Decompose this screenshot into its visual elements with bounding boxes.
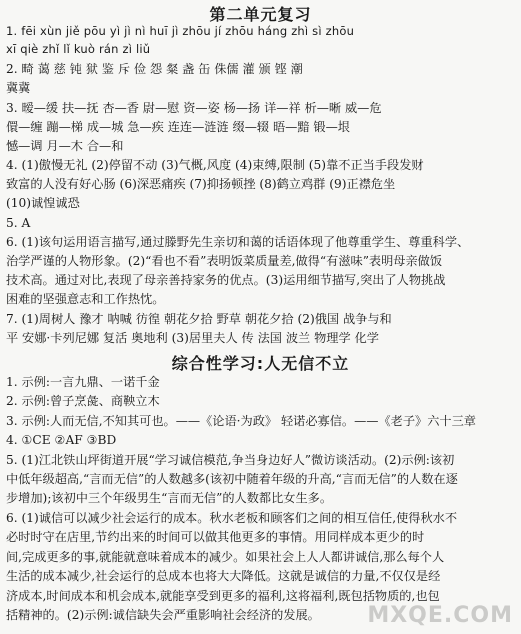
answer-line: 5. A bbox=[6, 216, 31, 230]
answer-line: 必时时守在店里,节约出来的时间可以做其他更多的事情。用同样成本更少的时 bbox=[6, 530, 425, 544]
answer-line: xī qiè zhǐ lǐ kuò rán zì liǔ bbox=[6, 42, 151, 56]
answer-line: 冀冀 bbox=[6, 81, 31, 95]
answer-line: 1. 示例:一言九鼎、一诺千金 bbox=[6, 375, 160, 389]
answer-line: 3. 示例:人而无信,不知其可也。——《论语·为政》 轻诺必寡信。——《老子》六十三章 bbox=[6, 414, 476, 428]
answer-line: 6. (1)诚信可以减少社会运行的成本。秋水老板和顾客们之间的相互信任,使得秋水不 bbox=[6, 511, 458, 525]
watermark-logo: MXQE.COM bbox=[367, 603, 513, 628]
answer-line: 技术高。通过对比,表现了母亲善持家务的优点。(3)运用细节描写,突出了人物挑战 bbox=[6, 273, 446, 287]
answer-line: 中低年级超高,“言而无信”的人数越多(该初中随着年级的升高,“言而无信”的人数在逐 bbox=[6, 472, 458, 486]
unit-review-title: 第二单元复习 bbox=[209, 5, 312, 24]
answer-line: 儇—缠 蹦—梯 成—城 急—疾 连连—涟涟 缀—辍 晤—黯 锻—垠 bbox=[6, 120, 350, 134]
answer-line: 1. fēi xùn jiě pōu yì jì nì huī jì zhōu jí zhōu háng zhì sì zhōu bbox=[6, 24, 355, 38]
answer-line: 致富的人没有好心肠 (6)深恶痛疾 (7)抑扬顿挫 (8)鹤立鸡群 (9)正襟危坐 bbox=[6, 177, 396, 191]
answer-line: 2. 畸 蔼 慈 钝 狱 鉴 斥 俭 怨 粲 盏 缶 侏儒 灌 颁 铿 潮 bbox=[6, 62, 303, 76]
answer-line: 困难的坚强意志和工作热忱。 bbox=[6, 292, 165, 306]
answer-line: 治学严谨的人物形象。(2)“看也不看”表明饭菜质量差,做得“有滋味”表明母亲做饭 bbox=[6, 254, 443, 268]
answer-line: 间,完成更多的事,就能就意味着成本的减少。如果社会上人人都讲诚信,那么每个人 bbox=[6, 550, 445, 564]
answer-line: 7. (1)周树人 豫才 呐喊 彷徨 朝花夕拾 野草 朝花夕拾 (2)俄国 战争与和 bbox=[6, 312, 392, 326]
answer-line: 5. (1)江北铁山坪街道开展“学习诚信模范,争当身边好人”微访谈活动。(2)示例:该初 bbox=[6, 453, 455, 467]
comprehensive-study-title: 综合性学习:人无信不立 bbox=[171, 354, 350, 373]
answer-line: 6. (1)该句运用语言描写,通过滕野先生亲切和蔼的话语体现了他尊重学生、尊重科学、 bbox=[6, 235, 470, 249]
answer-line: 3. 暧—缓 扶—抚 杏—香 尉—慰 资—姿 杨—扬 详—祥 析—晰 威—危 bbox=[6, 101, 382, 115]
answer-line: 步增加);该初中三个年级男生“言而无信”的人数都比女生多。 bbox=[6, 491, 333, 505]
answer-line: 济成本,时间成本和机会成本,就能享受到更多的福利,这将福利,既包括物质的,也包 bbox=[6, 589, 440, 603]
answer-line: 憾—调 月—木 合—和 bbox=[6, 139, 124, 153]
answer-line: 平 安娜·卡列尼娜 复活 奥地利 (3)居里夫人 传 法国 波兰 物理学 化学 bbox=[6, 331, 379, 345]
answer-line: 2. 示例:曾子烹彘、商鞅立木 bbox=[6, 394, 160, 408]
answer-line: 生活的成本减少,社会运行的总成本也将大大降低。这就是诚信的力量,不仅仅是经 bbox=[6, 569, 441, 583]
answer-line: 4. ①CE ②AF ③BD bbox=[6, 433, 117, 447]
answer-line: 4. (1)傲慢无礼 (2)停留不动 (3)气概,风度 (4)束缚,限制 (5)靠不正当手段发财 bbox=[6, 158, 424, 172]
answer-line: (10)诚惶诚恐 bbox=[6, 196, 80, 210]
answer-line: 括精神的。(2)示例:诚信缺失会严重影响社会经济的发展。 bbox=[6, 608, 320, 622]
